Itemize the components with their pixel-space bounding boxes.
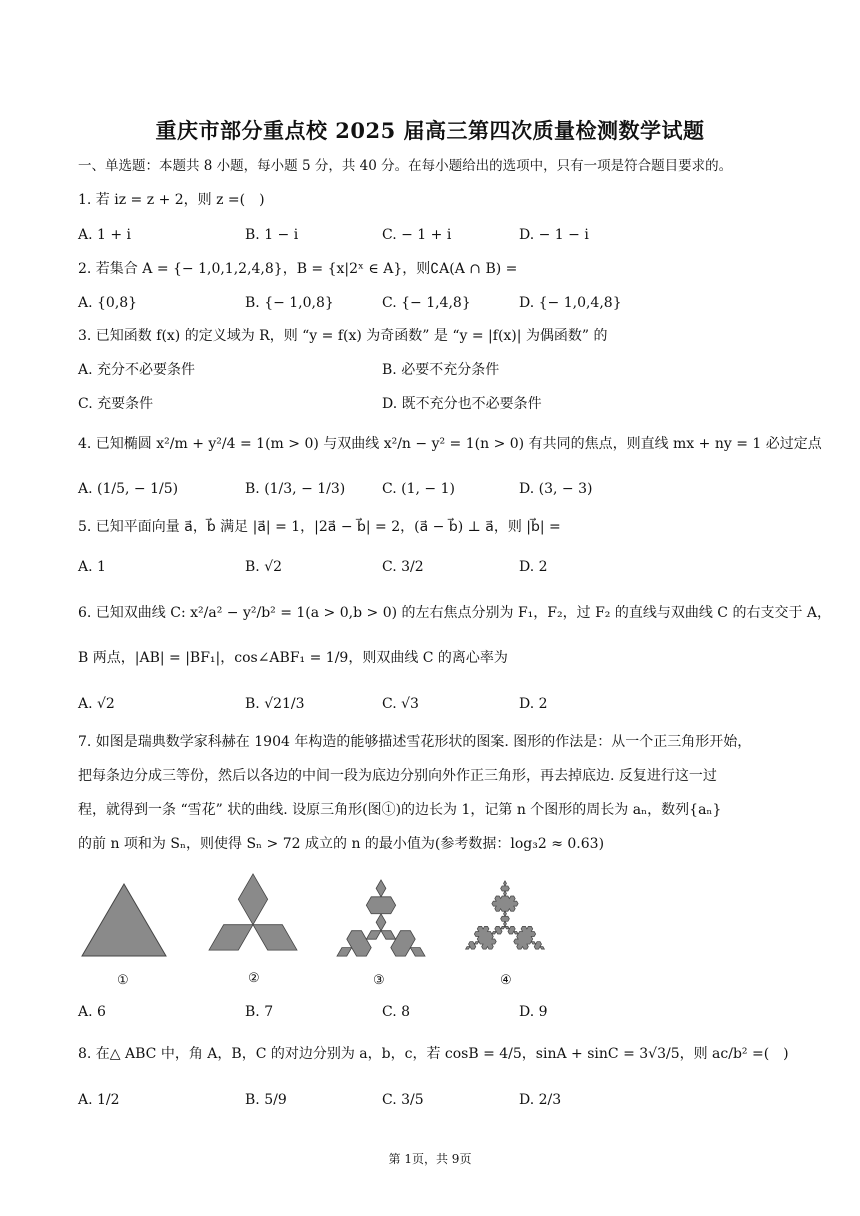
snowflake-shape [337, 880, 425, 956]
question-4-stem: 4. 已知椭圆 x²/m + y²/4 = 1(m > 0) 与双曲线 x²/n − y² = 1(n > 0) 有共同的焦点，则直线 mx + ny = 1 必过定点 [78, 436, 822, 452]
q1-option-a: A. 1 + i [78, 227, 132, 243]
question-7-stem-line-1: 7. 如图是瑞典数学家科赫在 1904 年构造的能够描述雪花形状的图案. 图形的作法是：从一个正三角形开始， [78, 734, 752, 750]
q1-option-d: D. − 1 − i [519, 227, 589, 243]
q2-option-d: D. {− 1,0,4,8} [519, 295, 622, 311]
snowflake-shape [209, 874, 297, 950]
question-8-stem: 8. 在△ ABC 中，角 A，B，C 的对边分别为 a，b，c，若 cosB = 4/5，sinA + sinC = 3√3/5，则 ac/b² =( ) [78, 1046, 789, 1062]
question-7-stem-line-3: 程，就得到一条 “雪花” 状的曲线. 设原三角形(图①)的边长为 1，记第 n 个图形的周长为 aₙ，数列{aₙ} [78, 802, 722, 818]
figure-3-koch-snowflake [333, 870, 429, 966]
question-7-stem-line-4: 的前 n 项和为 Sₙ，则使得 Sₙ > 72 成立的 n 的最小值为(参考数据：log₃2 ≈ 0.63) [78, 836, 605, 852]
q2-option-c: C. {− 1,4,8} [382, 295, 471, 311]
q1-option-b: B. 1 − i [245, 227, 299, 243]
question-3-stem: 3. 已知函数 f(x) 的定义域为 R，则 “y = f(x) 为奇函数” 是 “y = |f(x)| 为偶函数” 的 [78, 328, 608, 344]
q8-option-c: C. 3/5 [382, 1092, 424, 1108]
q4-option-b: B. (1/3, − 1/3) [245, 481, 346, 497]
figure-label-2: ② [248, 971, 260, 986]
q4-option-d: D. (3, − 3) [519, 481, 593, 497]
figure-2-hexagram [205, 864, 301, 960]
q8-option-d: D. 2/3 [519, 1092, 562, 1108]
question-5-stem: 5. 已知平面向量 a⃗，b⃗ 满足 |a⃗| = 1，|2a⃗ − b⃗| = 2，(a⃗ − b⃗) ⊥ a⃗，则 |b⃗| = [78, 519, 561, 535]
question-2-stem: 2. 若集合 A = {− 1,0,1,2,4,8}，B = {x|2ˣ ∈ A}，则∁A(A ∩ B) = [78, 261, 518, 277]
q7-option-c: C. 8 [382, 1004, 411, 1020]
question-6-stem-line-2: B 两点，|AB| = |BF₁|，cos∠ABF₁ = 1/9，则双曲线 C 的离心率为 [78, 650, 508, 666]
page-footer: 第 1页，共 9页 [388, 1152, 472, 1166]
q8-option-a: A. 1/2 [78, 1092, 120, 1108]
figure-label-1: ① [117, 973, 129, 988]
q3-option-c: C. 充要条件 [78, 396, 154, 412]
q5-option-b: B. √2 [245, 559, 283, 575]
section-heading: 一、单选题：本题共 8 小题，每小题 5 分，共 40 分。在每小题给出的选项中，只有一项是符合题目要求的。 [78, 158, 733, 174]
q6-option-b: B. √21/3 [245, 696, 305, 712]
figure-1-triangle [78, 880, 170, 960]
question-7-stem-line-2: 把每条边分成三等份，然后以各边的中间一段为底边分别向外作正三角形，再去掉底边. 反复进行这一过 [78, 768, 717, 784]
q2-option-a: A. {0,8} [78, 295, 138, 311]
q1-option-c: C. − 1 + i [382, 227, 452, 243]
q5-option-a: A. 1 [78, 559, 106, 575]
q7-option-d: D. 9 [519, 1004, 548, 1020]
q2-option-b: B. {− 1,0,8} [245, 295, 334, 311]
q8-option-b: B. 5/9 [245, 1092, 287, 1108]
q5-option-d: D. 2 [519, 559, 548, 575]
q7-option-a: A. 6 [78, 1004, 106, 1020]
q5-option-c: C. 3/2 [382, 559, 424, 575]
q3-option-a: A. 充分不必要条件 [78, 362, 196, 378]
figure-label-4: ④ [500, 973, 512, 988]
figure-label-3: ③ [373, 973, 385, 988]
q6-option-c: C. √3 [382, 696, 419, 712]
q6-option-a: A. √2 [78, 696, 115, 712]
question-1-stem: 1. 若 iz = z + 2，则 z =( ) [78, 192, 265, 208]
page-title: 重庆市部分重点校 2025 届高三第四次质量检测数学试题 [155, 118, 705, 143]
q3-option-d: D. 既不充分也不必要条件 [382, 396, 542, 412]
q4-option-c: C. (1, − 1) [382, 481, 455, 497]
q7-option-b: B. 7 [245, 1004, 274, 1020]
figure-4-koch-snowflake [462, 872, 548, 958]
q3-option-b: B. 必要不充分条件 [382, 362, 500, 378]
snowflake-shape [466, 881, 545, 949]
q4-option-a: A. (1/5, − 1/5) [78, 481, 179, 497]
q6-option-d: D. 2 [519, 696, 548, 712]
question-6-stem-line-1: 6. 已知双曲线 C: x²/a² − y²/b² = 1(a > 0,b > 0) 的左右焦点分别为 F₁，F₂，过 F₂ 的直线与双曲线 C 的右支交于 A， [78, 605, 832, 621]
